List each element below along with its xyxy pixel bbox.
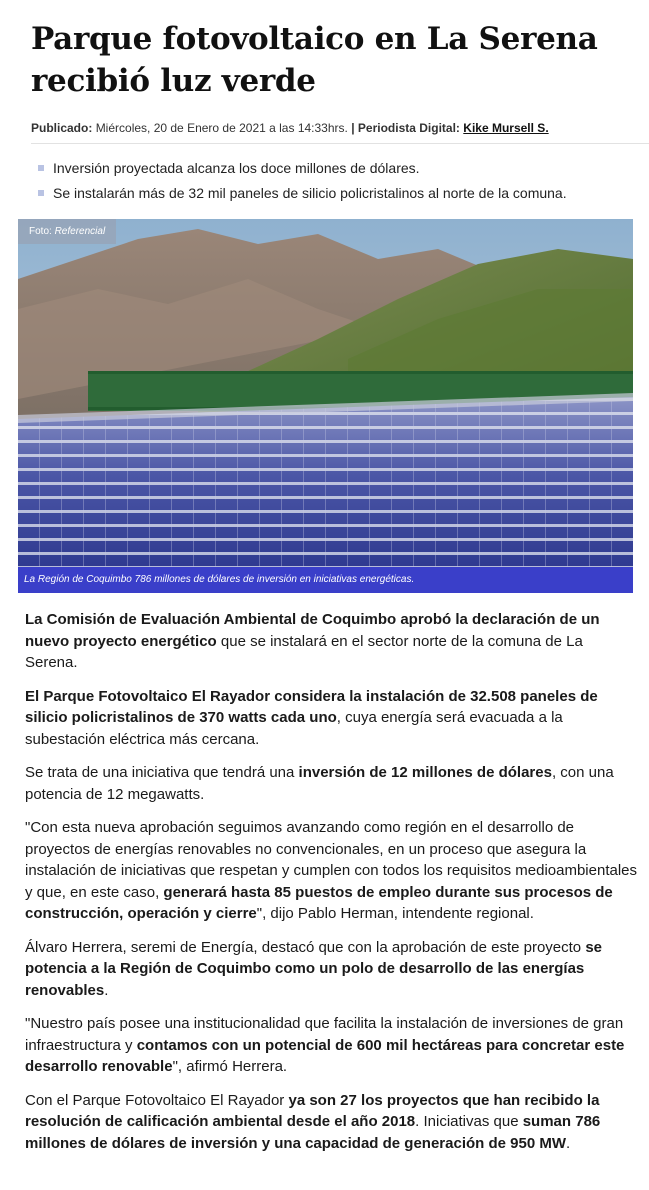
article-paragraph <box>25 686 637 751</box>
journalist-label: Periodista Digital: <box>357 121 460 135</box>
highlight-text: Inversión proyectada alcanza los doce millones de dólares. <box>53 160 420 176</box>
paragraph-text: "Nuestro país posee una institucionalidad que facilita la instalación de inversiones de gran infraestructura y <box>25 1015 624 1054</box>
published-label: Publicado: <box>31 121 93 135</box>
article-paragraph <box>25 609 637 674</box>
solar-field-image <box>18 219 633 593</box>
highlights-list <box>38 158 638 208</box>
bold-text: suman 786 millones de dólares de inversión y una capacidad de generación de 950 MW <box>25 1113 601 1152</box>
article-paragraph <box>25 1013 637 1078</box>
bold-text: ya son 27 los proyectos que han recibido la resolución de calificación ambiental desde el año 2018 <box>25 1091 600 1130</box>
highlight-item <box>38 158 638 178</box>
paragraph-text: ", afirmó Herrera. <box>172 1058 288 1075</box>
article-paragraph <box>25 1090 637 1155</box>
paragraph-text: , con una potencia de 12 megawatts. <box>25 764 614 803</box>
paragraph-text: ", dijo Pablo Herman, intendente regional. <box>256 905 534 922</box>
article-photo[interactable] <box>18 219 633 593</box>
bold-text: generará hasta 85 puestos de empleo durante sus procesos de construcción, operación y cierre <box>25 883 613 922</box>
credit-label: Foto: <box>29 226 52 237</box>
headline: Parque fotovoltaico en La Serena recibió luz verde <box>31 21 598 99</box>
bullet-square-icon <box>38 165 44 171</box>
bold-text: inversión de 12 millones de dólares <box>298 764 552 781</box>
bullet-square-icon <box>38 190 44 196</box>
divider <box>31 143 649 144</box>
paragraph-text: "Con esta nueva aprobación seguimos avanzando como región en el desarrollo de proyectos de energías renovables no convencionales, en un proceso que asegura la instalación de iniciativas que respetan y cumplen con todos los requisitos medioambientales y que, en este caso, <box>25 819 638 901</box>
journalist-link[interactable]: Kike Mursell S. <box>463 121 549 135</box>
article-paragraph <box>25 762 637 805</box>
bold-text: La Comisión de Evaluación Ambiental de Coquimbo aprobó la declaración de un nuevo proyecto energético <box>25 611 600 650</box>
credit-value: Referencial <box>54 226 106 237</box>
paragraph-text: . <box>566 1134 571 1152</box>
bold-text: contamos con un potencial de 600 mil hectáreas para concretar este desarrollo renovable <box>25 1036 625 1075</box>
bold-text: El Parque Fotovoltaico El Rayador considera la instalación de 32.508 paneles de silicio policristalinos de 370 watts cada uno <box>25 687 598 726</box>
paragraph-text: que se instalará en el sector norte de la comuna de La Serena. <box>25 632 583 671</box>
paragraph-text: Álvaro Herrera, seremi de Energía, destacó que con la aprobación de este proyecto <box>25 938 586 956</box>
highlight-item <box>38 183 638 203</box>
paragraph-text: Se trata de una iniciativa que tendrá una <box>25 764 299 781</box>
paragraph-text: . <box>104 981 109 999</box>
article-paragraph <box>25 817 637 925</box>
paragraph-text: Con el Parque Fotovoltaico El Rayador <box>25 1091 289 1109</box>
published-date: Miércoles, 20 de Enero de 2021 a las 14:33hrs. <box>95 121 348 135</box>
paragraph-text: . Iniciativas que <box>415 1113 523 1130</box>
byline <box>31 121 641 135</box>
photo-credit <box>18 219 116 244</box>
photo-caption: La Región de Coquimbo 786 millones de dólares de inversión en iniciativas energéticas. <box>18 567 633 593</box>
article-body <box>25 609 637 1166</box>
article-paragraph <box>25 937 637 1002</box>
paragraph-text: , cuya energía será evacuada a la subestación eléctrica más cercana. <box>25 709 563 748</box>
highlight-text: Se instalarán más de 32 mil paneles de silicio policristalinos al norte de la comuna. <box>53 185 567 201</box>
byline-separator: | <box>351 121 355 135</box>
bold-text: se potencia a la Región de Coquimbo como un polo de desarrollo de las energías renovables <box>25 938 603 999</box>
